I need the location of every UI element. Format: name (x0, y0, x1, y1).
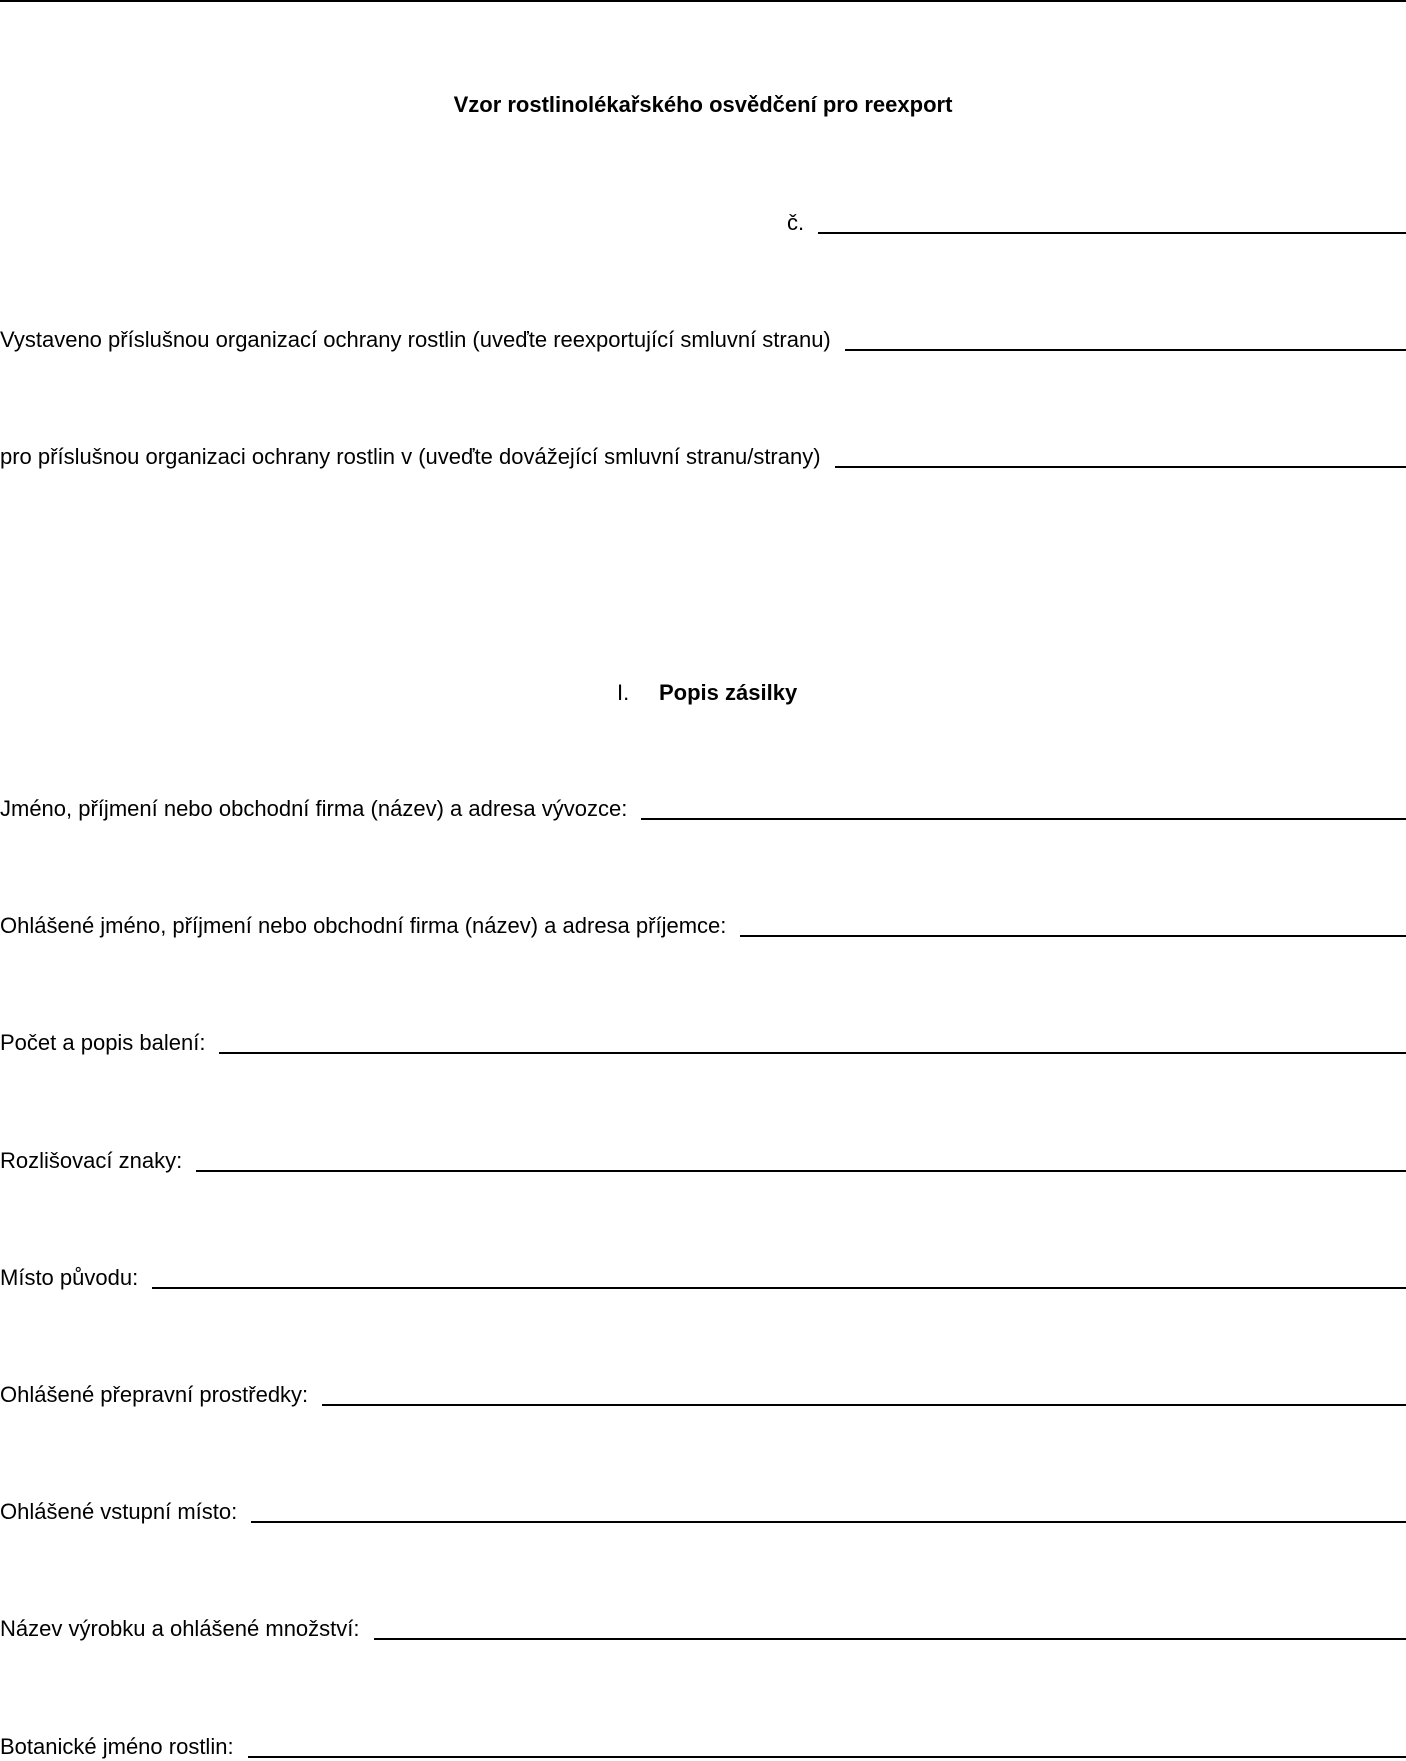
point-of-entry-field[interactable] (0, 1499, 1406, 1525)
botanical-name-label: Botanické jméno rostlin: (0, 1734, 234, 1759)
packages-line[interactable] (219, 1052, 1406, 1054)
distinguishing-marks-line[interactable] (196, 1170, 1406, 1172)
consignee-field[interactable] (0, 913, 1406, 939)
issued-by-line[interactable] (845, 349, 1406, 351)
point-of-entry-line[interactable] (251, 1521, 1406, 1523)
point-of-entry-label: Ohlášené vstupní místo: (0, 1499, 238, 1524)
packages-field[interactable] (0, 1030, 1406, 1056)
packages-label: Počet a popis balení: (0, 1030, 206, 1055)
issued-for-label: pro příslušnou organizaci ochrany rostlin v (uveďte dovážející smluvní stranu/strany) (0, 444, 821, 469)
distinguishing-marks-field[interactable] (0, 1148, 1406, 1174)
issued-for-field[interactable] (0, 444, 1406, 470)
botanical-name-line[interactable] (248, 1756, 1406, 1758)
product-name-field[interactable] (0, 1616, 1406, 1642)
certificate-number-label: č. (787, 210, 805, 235)
issued-by-label: Vystaveno příslušnou organizací ochrany rostlin (uveďte reexportující smluvní stranu) (0, 327, 831, 352)
means-of-conveyance-line[interactable] (322, 1404, 1406, 1406)
means-of-conveyance-field[interactable] (0, 1382, 1406, 1408)
section-title: Popis zásilky (659, 680, 798, 705)
document-title: Vzor rostlinolékařského osvědčení pro reexport (453, 92, 953, 117)
exporter-label: Jméno, příjmení nebo obchodní firma (název) a adresa vývozce: (0, 796, 628, 821)
issued-for-line[interactable] (835, 466, 1406, 468)
botanical-name-field[interactable] (0, 1734, 1406, 1760)
top-rule (0, 0, 1406, 2)
exporter-line[interactable] (641, 818, 1406, 820)
distinguishing-marks-label: Rozlišovací znaky: (0, 1148, 183, 1173)
product-name-line[interactable] (374, 1638, 1406, 1640)
place-of-origin-line[interactable] (152, 1287, 1406, 1289)
section-heading (617, 680, 797, 706)
certificate-number-field[interactable] (787, 210, 1406, 236)
means-of-conveyance-label: Ohlášené přepravní prostředky: (0, 1382, 309, 1407)
exporter-field[interactable] (0, 796, 1406, 822)
place-of-origin-label: Místo původu: (0, 1265, 139, 1290)
product-name-label: Název výrobku a ohlášené množství: (0, 1616, 360, 1641)
issued-by-field[interactable] (0, 327, 1406, 353)
section-number: I. (617, 680, 630, 705)
place-of-origin-field[interactable] (0, 1265, 1406, 1291)
consignee-label: Ohlášené jméno, příjmení nebo obchodní firma (název) a adresa příjemce: (0, 913, 727, 938)
certificate-number-line[interactable] (818, 232, 1406, 234)
consignee-line[interactable] (740, 935, 1406, 937)
